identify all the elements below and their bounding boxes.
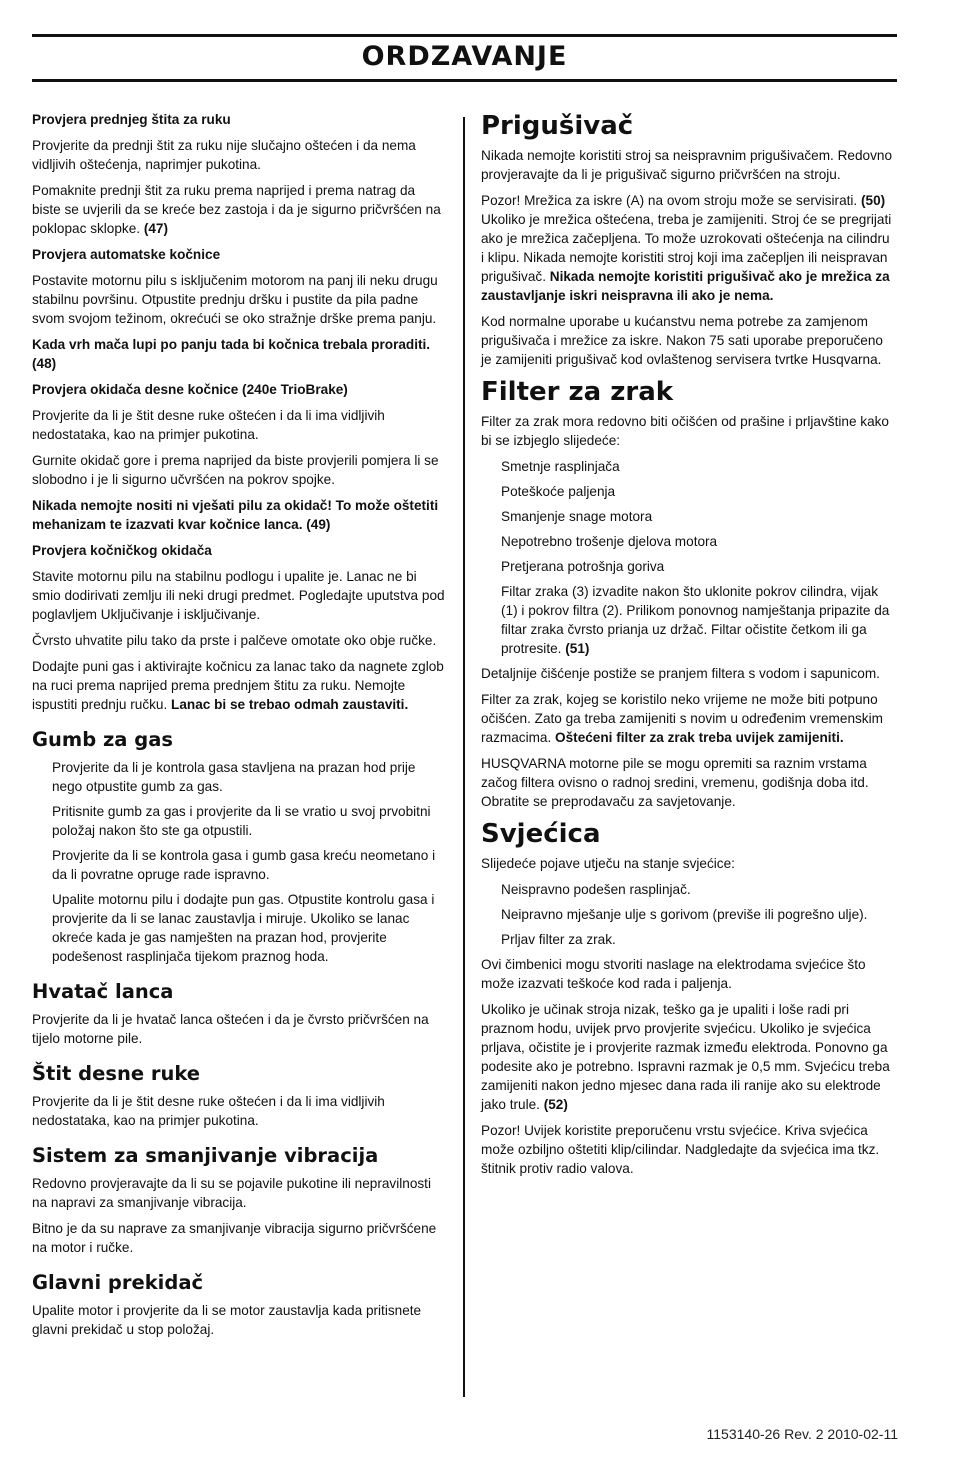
paragraph: Filter za zrak mora redovno biti očišćen od prašine i prljavštine kako bi se izbjeglo slijedeće: [481, 414, 889, 448]
paragraph-text: Pomaknite prednji štit za ruku prema naprijed i prema natrag da biste se uvjerili da se kreće bez zastoja i da je sigurno pričvršćen na poklopac sklopke. [32, 183, 441, 236]
list-item: Nepotrebno trošenje djelova motora [501, 534, 718, 549]
list-item: Smetnje rasplinjača [501, 459, 620, 474]
heading-vibracije: Sistem za smanjivanje vibracija [32, 1144, 379, 1167]
warning-text: Lanac bi se trebao odmah zaustaviti. [171, 697, 409, 712]
paragraph: HUSQVARNA motorne pile se mogu opremiti sa raznim vrstama začog filtera ovisno o radnoj sredini, vremenu, godišnja doba itd. Obratite se preprodavaču za savjetovanje. [481, 756, 869, 809]
header-rule-top [32, 34, 897, 37]
paragraph [481, 191, 896, 305]
heading-svjecica: Svjećica [481, 819, 601, 849]
paragraph-text: Dodajte puni gas i aktivirajte kočnicu za lanac tako da nagnete zglob na ruci prema naprijed prema prednjem štitu za ruku. Nemojte ispustiti prednju ručku. [32, 659, 444, 712]
document-code: 1153140-26 Rev. 2 2010-02-11 [706, 1426, 898, 1442]
paragraph: Ovi čimbenici mogu stvoriti naslage na elektrodama svjećice što može izazvati teškoće kod rada i paljenja. [481, 957, 866, 991]
paragraph: Postavite motornu pilu s isključenim motorom na panj ili neku drugu stabilnu površinu. Otpustite prednju dršku i pustite da pila padne svom svojom težinom, okrećući se oko stražnje drške prema panju. [32, 273, 438, 326]
left-column [32, 110, 446, 1346]
list-item: Provjerite da li je kontrola gasa stavljena na prazan hod prije nego otpustite gumb za gas. [52, 760, 416, 794]
paragraph-text: Filter za zrak, kojeg se koristilo neko vrijeme ne može biti potpuno očišćen. Zato ga treba zamijeniti s novim u određenim vremenskim razmacima. [481, 692, 883, 745]
figure-ref: (47) [143, 221, 169, 236]
list-item: Prljav filter za zrak. [501, 932, 616, 947]
paragraph: Provjerite da li je štit desne ruke oštećen i da li ima vidljivih nedostataka, kao na primjer pukotina. [32, 1094, 385, 1128]
warning-text: Nikada nemojte koristiti prigušivač ako je mrežica za zaustavljanje iskri neispravna ili ako je nema. [481, 269, 890, 303]
list-item: Upalite motornu pilu i dodajte pun gas. Otpustite kontrolu gasa i provjerite da li se lanac zaustavlja i miruje. Ukoliko se lanac okreće kada je gas namješten na prazan hod, provjerite podešenost rasplinjača tijekom praznog hoda. [52, 892, 435, 964]
paragraph-text: Ukoliko je učinak stroja nizak, teško ga je upaliti i loše radi pri praznom hodu, uvijek prvo provjerite svjećicu. Ukoliko je svjećica prljava, očistite je i provjerite razmak između elektroda. Ponovno ga podesite ako je potrebno. Ispravni razmak je 0,5 mm. Svjećicu treba zamijeniti nakon jedno mjesec dana rada ili ranije ako su elektrode jako trule. [481, 1002, 890, 1112]
heading-filter-za-zrak: Filter za zrak [481, 377, 674, 407]
paragraph [481, 690, 896, 747]
heading-hvatac-lanca: Hvatač lanca [32, 980, 174, 1003]
heading-prigusivac: Prigušivač [481, 111, 634, 141]
list-item: Pritisnite gumb za gas i provjerite da li se vratio u svoj prvobitni položaj nakon što ste ga otpustili. [52, 804, 431, 838]
list-item: Pretjerana potrošnja goriva [501, 559, 665, 574]
paragraph: Pozor! Uvijek koristite preporučenu vrstu svjećice. Kriva svjećica može ozbiljno oštetiti klip/cilindar. Nadgledajte da svjećica ima tkz. štitnik protiv radio valova. [481, 1123, 880, 1176]
warning-text: Nikada nemojte nositi ni vješati pilu za okidač! To može oštetiti mehanizam te izazvati kvar kočnice lanca. (49) [32, 498, 439, 532]
paragraph: Kod normalne uporabe u kućanstvu nema potrebe za zamjenom prigušivača i mrežice za iskre. Nakon 75 sati uporabe preporučeno je zamijeniti prigušivač kod ovlaštenog servisera tvrtke Husqvarna. [481, 314, 883, 367]
list-item: Smanjenje snage motora [501, 509, 653, 524]
paragraph-text: Pozor! Mrežica za iskre (A) na ovom stroju može se servisirati. [481, 193, 858, 208]
warning-text: Oštećeni filter za zrak treba uvijek zamijeniti. [555, 730, 844, 745]
heading-glavni-prekidac: Glavni prekidač [32, 1271, 204, 1294]
paragraph: Bitno je da su naprave za smanjivanje vibracija sigurno pričvršćene na motor i ručke. [32, 1221, 437, 1255]
section-title: Provjera prednjeg štita za ruku [32, 112, 231, 127]
column-divider [463, 117, 465, 1397]
paragraph: Slijedeće pojave utječu na stanje svjećice: [481, 856, 735, 871]
paragraph: Provjerite da li je hvatač lanca oštećen i da je čvrsto pričvršćen na tijelo motorne pile. [32, 1012, 429, 1046]
paragraph [481, 1000, 896, 1114]
figure-ref: (51) [565, 641, 590, 656]
list-item: Provjerite da li se kontrola gasa i gumb gasa kreću neometano i da li povratne opruge rade ispravno. [52, 848, 436, 882]
paragraph: Čvrsto uhvatite pilu tako da prste i palčeve omotate oko obje ručke. [32, 633, 437, 648]
section-title: Provjera kočničkog okidača [32, 543, 212, 558]
paragraph: Redovno provjeravajte da li su se pojavile pukotine ili nepravilnosti na napravi za smanjivanje vibracija. [32, 1176, 431, 1210]
paragraph: Gurnite okidač gore i prema naprijed da biste provjerili pomjera li se slobodno i je li sigurno učvršćen na pokrov spojke. [32, 453, 439, 487]
paragraph: Stavite motornu pilu na stabilnu podlogu i upalite je. Lanac ne bi smio dodirivati zemlju ili neki drugi predmet. Pogledajte uputstva pod poglavljem Uključivanje i isključivanje. [32, 569, 445, 622]
warning-text: Kada vrh mača lupi po panju tada bi kočnica trebala proraditi. (48) [32, 337, 431, 371]
paragraph: Provjerite da prednji štit za ruku nije slučajno oštećen i da nema vidljivih oštećenja, naprimjer pukotina. [32, 138, 416, 172]
right-column [481, 110, 896, 1185]
header-rule-bottom [32, 79, 897, 82]
figure-ref: (52) [543, 1097, 568, 1112]
list-item: Neispravno podešen rasplinjač. [501, 882, 691, 897]
paragraph [32, 657, 446, 714]
list-item: Neipravno mješanje ulje s gorivom (previše ili pogrešno ulje). [501, 907, 868, 922]
paragraph: Detaljnije čišćenje postiže se pranjem filtera s vodom i sapunicom. [481, 666, 880, 681]
section-title: Provjera okidača desne kočnice (240e TrioBrake) [32, 382, 348, 397]
heading-stit-desne-ruke: Štit desne ruke [32, 1062, 201, 1085]
paragraph: Nikada nemojte koristiti stroj sa neispravnim prigušivačem. Redovno provjeravajte da li je prigušivač sigurno pričvršćen na stroju. [481, 148, 893, 182]
heading-gumb-za-gas: Gumb za gas [32, 728, 173, 751]
paragraph: Upalite motor i provjerite da li se motor zaustavlja kada pritisnete glavni prekidač u stop položaj. [32, 1303, 422, 1337]
paragraph: Provjerite da li je štit desne ruke oštećen i da li ima vidljivih nedostataka, kao na primjer pukotina. [32, 408, 385, 442]
list-item [501, 582, 896, 658]
paragraph [32, 181, 446, 238]
page-title: ORDZAVANJE [361, 41, 568, 72]
paragraph-text: Filtar zraka (3) izvadite nakon što uklonite pokrov cilindra, vijak (1) i pokrov filtra (2). Prilikom ponovnog namještanja pripazite da filtar zraka čvrsto prianja uz držač. Filtar očistite četkom ili ga protresite. [501, 584, 890, 656]
figure-ref: (50) [860, 193, 886, 208]
list-item: Poteškoće paljenja [501, 484, 616, 499]
paragraph-text: Ukoliko je mrežica oštećena, treba je zamijeniti. Stroj će se pregrijati ako je mrežica začepljena. To može uzrokovati oštećenja na cilindru i klipu. Nikada nemojte koristiti stroj koji ima začepljen ili neispravan prigušivač. [481, 212, 892, 284]
section-title: Provjera automatske kočnice [32, 247, 221, 262]
